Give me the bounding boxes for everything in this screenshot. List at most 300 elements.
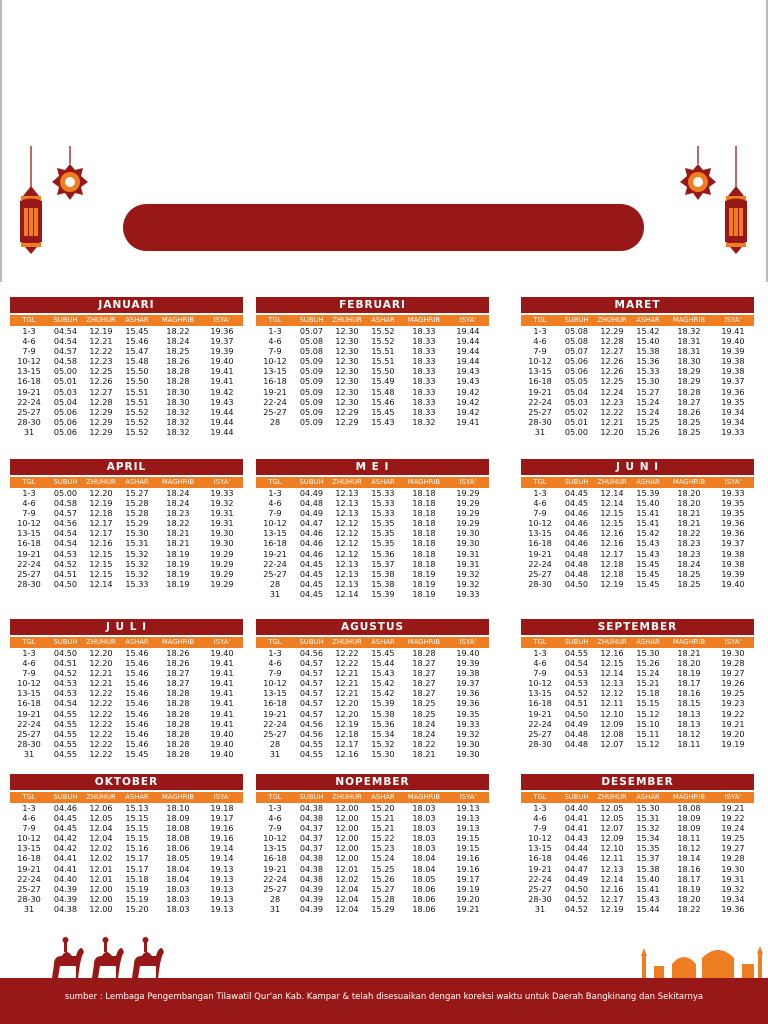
table-row xyxy=(10,894,243,904)
table-cell: 18.16 xyxy=(677,863,701,874)
table-cell: 16-18 xyxy=(528,853,552,864)
table-cell: 15.43 xyxy=(371,416,395,427)
table-cell: 18.19 xyxy=(166,568,190,579)
table-cell: 1-3 xyxy=(268,803,282,813)
table-cell: 18.08 xyxy=(677,803,701,813)
column-header: ASHAR xyxy=(371,638,395,646)
table-cell: 04.55 xyxy=(53,718,78,729)
month-table xyxy=(10,459,243,589)
table-cell: 25-27 xyxy=(263,728,287,739)
table-cell: 19-21 xyxy=(17,386,41,397)
table-cell: 15.26 xyxy=(636,658,660,669)
table-row xyxy=(256,579,489,589)
table-cell: 18.23 xyxy=(677,538,701,549)
table-cell: 19.43 xyxy=(456,376,480,387)
table-cell: 04.48 xyxy=(564,728,589,739)
table-cell: 18.22 xyxy=(677,528,701,539)
table-row xyxy=(256,376,489,386)
column-header: MAGHRIB xyxy=(161,478,195,486)
table-cell: 16-18 xyxy=(17,853,41,864)
column-header-row xyxy=(256,637,489,648)
table-row xyxy=(521,833,754,843)
table-cell: 18.19 xyxy=(166,558,190,569)
table-cell: 12.05 xyxy=(600,813,624,824)
table-cell: 15.32 xyxy=(125,548,149,559)
table-cell: 16-18 xyxy=(17,376,41,387)
table-cell: 12.15 xyxy=(600,508,624,519)
table-cell: 28-30 xyxy=(17,416,41,427)
table-cell: 04.39 xyxy=(53,893,78,904)
table-cell: 18.25 xyxy=(412,708,436,719)
table-row xyxy=(521,853,754,863)
table-cell: 18.33 xyxy=(412,386,436,397)
table-cell: 12.27 xyxy=(600,346,624,357)
table-row xyxy=(256,668,489,678)
table-row xyxy=(256,843,489,853)
table-cell: 19.29 xyxy=(456,508,480,519)
table-cell: 04.46 xyxy=(564,538,589,549)
lantern-ornament-left-icon xyxy=(14,146,104,258)
table-cell: 15.26 xyxy=(636,426,660,437)
table-cell: 19.18 xyxy=(210,803,234,813)
table-cell: 04.48 xyxy=(564,558,589,569)
table-cell: 19.44 xyxy=(456,336,480,347)
table-cell: 12.20 xyxy=(89,488,113,498)
table-cell: 12.26 xyxy=(600,356,624,367)
table-cell: 04.57 xyxy=(299,668,324,679)
table-cell: 19.41 xyxy=(210,698,234,709)
table-cell: 04.38 xyxy=(299,873,324,884)
table-cell: 12.20 xyxy=(89,648,113,658)
table-row xyxy=(521,518,754,528)
table-cell: 15.30 xyxy=(636,803,660,813)
table-cell: 12.22 xyxy=(89,688,113,699)
table-row xyxy=(10,874,243,884)
table-cell: 04.42 xyxy=(53,833,78,844)
table-cell: 19-21 xyxy=(263,863,287,874)
table-row xyxy=(521,579,754,589)
table-cell: 15.46 xyxy=(125,658,149,669)
table-cell: 18.22 xyxy=(677,903,701,914)
table-cell: 18.03 xyxy=(166,893,190,904)
table-cell: 31 xyxy=(534,903,546,914)
month-title: SEPTEMBER xyxy=(521,619,754,635)
table-cell: 15.26 xyxy=(371,873,395,884)
table-cell: 18.17 xyxy=(677,873,701,884)
table-cell: 04.41 xyxy=(564,823,589,834)
table-cell: 18.03 xyxy=(412,833,436,844)
table-cell: 18.18 xyxy=(412,558,436,569)
table-cell: 22-24 xyxy=(263,718,287,729)
table-cell: 15.29 xyxy=(371,903,395,914)
table-cell: 05.00 xyxy=(564,426,589,437)
table-cell: 15.43 xyxy=(371,668,395,679)
column-header-row xyxy=(521,637,754,648)
column-header: TGL xyxy=(22,793,36,801)
table-cell: 04.48 xyxy=(299,498,324,509)
table-cell: 19.31 xyxy=(210,508,234,519)
table-cell: 19.21 xyxy=(456,903,480,914)
table-row xyxy=(256,549,489,559)
table-cell: 12.12 xyxy=(335,538,359,549)
table-row xyxy=(256,678,489,688)
mosque-silhouette-icon xyxy=(634,946,768,980)
table-cell: 15.36 xyxy=(371,548,395,559)
table-cell: 22-24 xyxy=(528,396,552,407)
table-cell: 15.52 xyxy=(371,326,395,336)
table-row xyxy=(521,508,754,518)
table-cell: 12.30 xyxy=(335,326,359,336)
table-cell: 18.19 xyxy=(412,588,436,599)
table-row xyxy=(521,528,754,538)
table-cell: 05.03 xyxy=(53,386,78,397)
table-cell: 19.29 xyxy=(210,578,234,589)
table-cell: 19-21 xyxy=(17,863,41,874)
table-cell: 12.26 xyxy=(600,366,624,377)
month-table xyxy=(521,619,754,749)
table-cell: 1-3 xyxy=(533,326,547,336)
column-header: SUBUH xyxy=(564,478,589,486)
table-cell: 04.47 xyxy=(564,863,589,874)
table-cell: 15.38 xyxy=(636,863,660,874)
table-cell: 18.04 xyxy=(412,863,436,874)
table-cell: 28 xyxy=(269,578,281,589)
table-row xyxy=(256,538,489,548)
table-cell: 19.42 xyxy=(456,396,480,407)
column-header: ASHAR xyxy=(371,478,395,486)
table-cell: 19.36 xyxy=(721,528,745,539)
table-cell: 19-21 xyxy=(263,548,287,559)
table-cell: 15.34 xyxy=(636,833,660,844)
table-cell: 13-15 xyxy=(17,366,41,377)
table-cell: 19.29 xyxy=(210,548,234,559)
table-cell: 15.21 xyxy=(371,823,395,834)
column-header: MAGHRIB xyxy=(407,638,441,646)
table-cell: 05.09 xyxy=(299,396,324,407)
table-cell: 12.16 xyxy=(600,883,624,894)
table-cell: 15.42 xyxy=(371,688,395,699)
column-header: SUBUH xyxy=(299,478,324,486)
table-cell: 04.54 xyxy=(53,538,78,549)
table-cell: 15.22 xyxy=(371,833,395,844)
table-row xyxy=(521,843,754,853)
table-cell: 19.21 xyxy=(721,803,745,813)
column-header: MAGHRIB xyxy=(672,638,706,646)
table-row xyxy=(521,668,754,678)
month-rows xyxy=(10,326,243,437)
table-cell: 05.07 xyxy=(299,326,324,336)
table-cell: 18.20 xyxy=(677,488,701,498)
table-cell: 19.15 xyxy=(456,843,480,854)
table-cell: 05.09 xyxy=(299,356,324,367)
table-cell: 18.25 xyxy=(677,578,701,589)
table-cell: 22-24 xyxy=(528,558,552,569)
table-cell: 12.30 xyxy=(335,376,359,387)
table-cell: 18.06 xyxy=(412,903,436,914)
table-cell: 19.37 xyxy=(721,376,745,387)
table-cell: 19.27 xyxy=(721,668,745,679)
table-cell: 19-21 xyxy=(528,708,552,719)
table-cell: 04.58 xyxy=(53,356,78,367)
month-table xyxy=(521,297,754,437)
table-row xyxy=(256,569,489,579)
table-cell: 15.47 xyxy=(125,346,149,357)
table-cell: 12.01 xyxy=(89,873,113,884)
table-cell: 15.45 xyxy=(636,558,660,569)
table-cell: 4-6 xyxy=(22,498,36,509)
table-cell: 25-27 xyxy=(528,883,552,894)
table-cell: 12.12 xyxy=(335,518,359,529)
table-cell: 19.14 xyxy=(210,843,234,854)
table-cell: 15.50 xyxy=(371,366,395,377)
table-row xyxy=(256,326,489,336)
table-cell: 18.32 xyxy=(166,426,190,437)
month-rows xyxy=(521,803,754,914)
table-row xyxy=(256,864,489,874)
table-cell: 04.51 xyxy=(53,568,78,579)
table-cell: 18.28 xyxy=(166,376,190,387)
table-row xyxy=(256,894,489,904)
table-row xyxy=(10,488,243,498)
table-cell: 12.21 xyxy=(600,416,624,427)
table-cell: 05.06 xyxy=(53,426,78,437)
table-cell: 18.03 xyxy=(412,813,436,824)
table-row xyxy=(256,648,489,658)
table-row xyxy=(256,803,489,813)
table-cell: 18.16 xyxy=(677,688,701,699)
table-cell: 18.28 xyxy=(412,648,436,658)
table-cell: 12.20 xyxy=(89,658,113,669)
table-cell: 12.04 xyxy=(335,893,359,904)
table-cell: 12.23 xyxy=(600,396,624,407)
table-cell: 19.41 xyxy=(210,708,234,719)
table-cell: 05.04 xyxy=(53,396,78,407)
column-header: SUBUH xyxy=(564,793,589,801)
table-row xyxy=(521,569,754,579)
column-header: MAGHRIB xyxy=(161,793,195,801)
table-cell: 13-15 xyxy=(263,843,287,854)
table-cell: 18.20 xyxy=(677,658,701,669)
column-header: SUBUH xyxy=(299,793,324,801)
table-cell: 15.38 xyxy=(371,578,395,589)
table-row xyxy=(521,538,754,548)
table-cell: 31 xyxy=(23,748,35,759)
table-cell: 18.03 xyxy=(412,803,436,813)
table-cell: 04.39 xyxy=(299,903,324,914)
column-header: ZHUHUR xyxy=(332,638,362,646)
table-cell: 18.27 xyxy=(412,678,436,689)
table-cell: 12.29 xyxy=(600,326,624,336)
table-cell: 12.22 xyxy=(89,346,113,357)
table-cell: 19.35 xyxy=(721,396,745,407)
table-cell: 19-21 xyxy=(17,548,41,559)
table-cell: 16-18 xyxy=(263,853,287,864)
table-cell: 12.16 xyxy=(600,528,624,539)
month-title: J U N I xyxy=(521,459,754,475)
column-header: SUBUH xyxy=(53,478,78,486)
table-cell: 15.28 xyxy=(371,893,395,904)
table-cell: 15.49 xyxy=(371,376,395,387)
table-cell: 18.27 xyxy=(412,668,436,679)
table-row xyxy=(521,559,754,569)
month-rows xyxy=(10,488,243,589)
table-cell: 04.54 xyxy=(53,528,78,539)
table-cell: 15.41 xyxy=(636,883,660,894)
table-cell: 12.07 xyxy=(600,738,624,749)
month-table xyxy=(256,774,489,914)
table-cell: 15.24 xyxy=(636,406,660,417)
table-cell: 04.39 xyxy=(299,893,324,904)
table-cell: 04.56 xyxy=(299,648,324,658)
table-cell: 05.00 xyxy=(53,488,78,498)
table-cell: 19.43 xyxy=(210,396,234,407)
table-cell: 12.14 xyxy=(600,488,624,498)
table-row xyxy=(10,719,243,729)
table-cell: 12.04 xyxy=(89,823,113,834)
table-cell: 04.45 xyxy=(53,823,78,834)
table-row xyxy=(256,698,489,708)
table-cell: 05.06 xyxy=(564,356,589,367)
table-cell: 12.21 xyxy=(335,668,359,679)
table-row xyxy=(10,709,243,719)
table-cell: 05.06 xyxy=(53,406,78,417)
table-cell: 12.19 xyxy=(89,498,113,509)
table-cell: 22-24 xyxy=(17,558,41,569)
table-cell: 4-6 xyxy=(268,658,282,669)
table-cell: 04.54 xyxy=(53,698,78,709)
table-cell: 12.30 xyxy=(335,386,359,397)
table-cell: 04.44 xyxy=(564,843,589,854)
table-cell: 04.39 xyxy=(299,883,324,894)
table-cell: 15.52 xyxy=(125,426,149,437)
table-cell: 19.41 xyxy=(210,688,234,699)
table-cell: 15.33 xyxy=(636,366,660,377)
table-cell: 28-30 xyxy=(17,893,41,904)
table-cell: 18.04 xyxy=(166,863,190,874)
table-cell: 18.25 xyxy=(677,426,701,437)
table-cell: 1-3 xyxy=(533,648,547,658)
table-cell: 19.16 xyxy=(210,823,234,834)
table-cell: 18.04 xyxy=(412,853,436,864)
table-cell: 19.30 xyxy=(721,863,745,874)
table-cell: 04.57 xyxy=(299,678,324,689)
table-cell: 04.45 xyxy=(53,813,78,824)
table-cell: 19.29 xyxy=(456,498,480,509)
table-cell: 18.21 xyxy=(166,528,190,539)
table-cell: 15.32 xyxy=(125,568,149,579)
table-cell: 19.40 xyxy=(456,648,480,658)
table-row xyxy=(521,366,754,376)
table-cell: 19.36 xyxy=(721,903,745,914)
table-cell: 18.03 xyxy=(166,883,190,894)
column-header-row xyxy=(521,792,754,803)
table-cell: 15.46 xyxy=(125,718,149,729)
column-header: SUBUH xyxy=(53,793,78,801)
table-cell: 04.52 xyxy=(53,558,78,569)
table-cell: 19.22 xyxy=(721,813,745,824)
table-row xyxy=(10,843,243,853)
column-header-row xyxy=(256,792,489,803)
column-header: TGL xyxy=(268,638,282,646)
column-header-row xyxy=(10,637,243,648)
table-cell: 28 xyxy=(269,893,281,904)
table-cell: 18.22 xyxy=(166,326,190,336)
table-cell: 12.02 xyxy=(89,843,113,854)
table-row xyxy=(256,904,489,914)
table-cell: 15.45 xyxy=(636,568,660,579)
table-cell: 18.06 xyxy=(412,893,436,904)
table-row xyxy=(256,739,489,749)
table-cell: 04.58 xyxy=(53,498,78,509)
table-cell: 15.33 xyxy=(125,578,149,589)
table-cell: 16-18 xyxy=(528,538,552,549)
table-cell: 15.18 xyxy=(125,873,149,884)
table-cell: 04.57 xyxy=(299,688,324,699)
table-cell: 19.35 xyxy=(721,508,745,519)
table-cell: 05.06 xyxy=(564,366,589,377)
table-cell: 15.39 xyxy=(636,488,660,498)
table-cell: 18.05 xyxy=(166,853,190,864)
table-cell: 19.21 xyxy=(721,718,745,729)
table-cell: 15.43 xyxy=(636,548,660,559)
table-cell: 12.29 xyxy=(89,426,113,437)
table-cell: 04.45 xyxy=(299,568,324,579)
month-rows xyxy=(256,326,489,427)
table-cell: 19.28 xyxy=(721,853,745,864)
table-cell: 18.25 xyxy=(166,346,190,357)
table-cell: 18.15 xyxy=(677,698,701,709)
table-row xyxy=(521,678,754,688)
column-header: SUBUH xyxy=(564,638,589,646)
table-cell: 18.33 xyxy=(412,396,436,407)
table-cell: 15.28 xyxy=(125,498,149,509)
table-cell: 15.35 xyxy=(636,843,660,854)
table-cell: 10-12 xyxy=(263,678,287,689)
table-cell: 13-15 xyxy=(17,843,41,854)
table-row xyxy=(256,508,489,518)
table-cell: 04.57 xyxy=(299,658,324,669)
table-cell: 12.00 xyxy=(89,893,113,904)
month-title: J U L I xyxy=(10,619,243,635)
table-cell: 18.19 xyxy=(412,568,436,579)
table-cell: 19.33 xyxy=(456,718,480,729)
table-cell: 19.36 xyxy=(456,698,480,709)
table-cell: 19.13 xyxy=(210,893,234,904)
table-cell: 15.46 xyxy=(125,668,149,679)
table-cell: 15.46 xyxy=(125,708,149,719)
table-cell: 15.51 xyxy=(125,386,149,397)
table-cell: 04.52 xyxy=(564,893,589,904)
column-header-row xyxy=(256,477,489,488)
table-cell: 19.27 xyxy=(721,843,745,854)
table-cell: 15.24 xyxy=(371,853,395,864)
column-header: SUBUH xyxy=(564,316,589,324)
table-cell: 25-27 xyxy=(17,406,41,417)
table-cell: 12.01 xyxy=(89,863,113,874)
table-cell: 05.09 xyxy=(299,376,324,387)
table-cell: 12.13 xyxy=(600,863,624,874)
table-cell: 19.13 xyxy=(456,813,480,824)
table-cell: 19.29 xyxy=(210,568,234,579)
table-cell: 15.15 xyxy=(125,813,149,824)
table-cell: 04.55 xyxy=(53,738,78,749)
table-cell: 12.13 xyxy=(600,678,624,689)
table-cell: 15.38 xyxy=(371,708,395,719)
table-cell: 04.41 xyxy=(564,813,589,824)
table-cell: 19.13 xyxy=(210,863,234,874)
table-row xyxy=(10,427,243,437)
table-row xyxy=(521,356,754,366)
